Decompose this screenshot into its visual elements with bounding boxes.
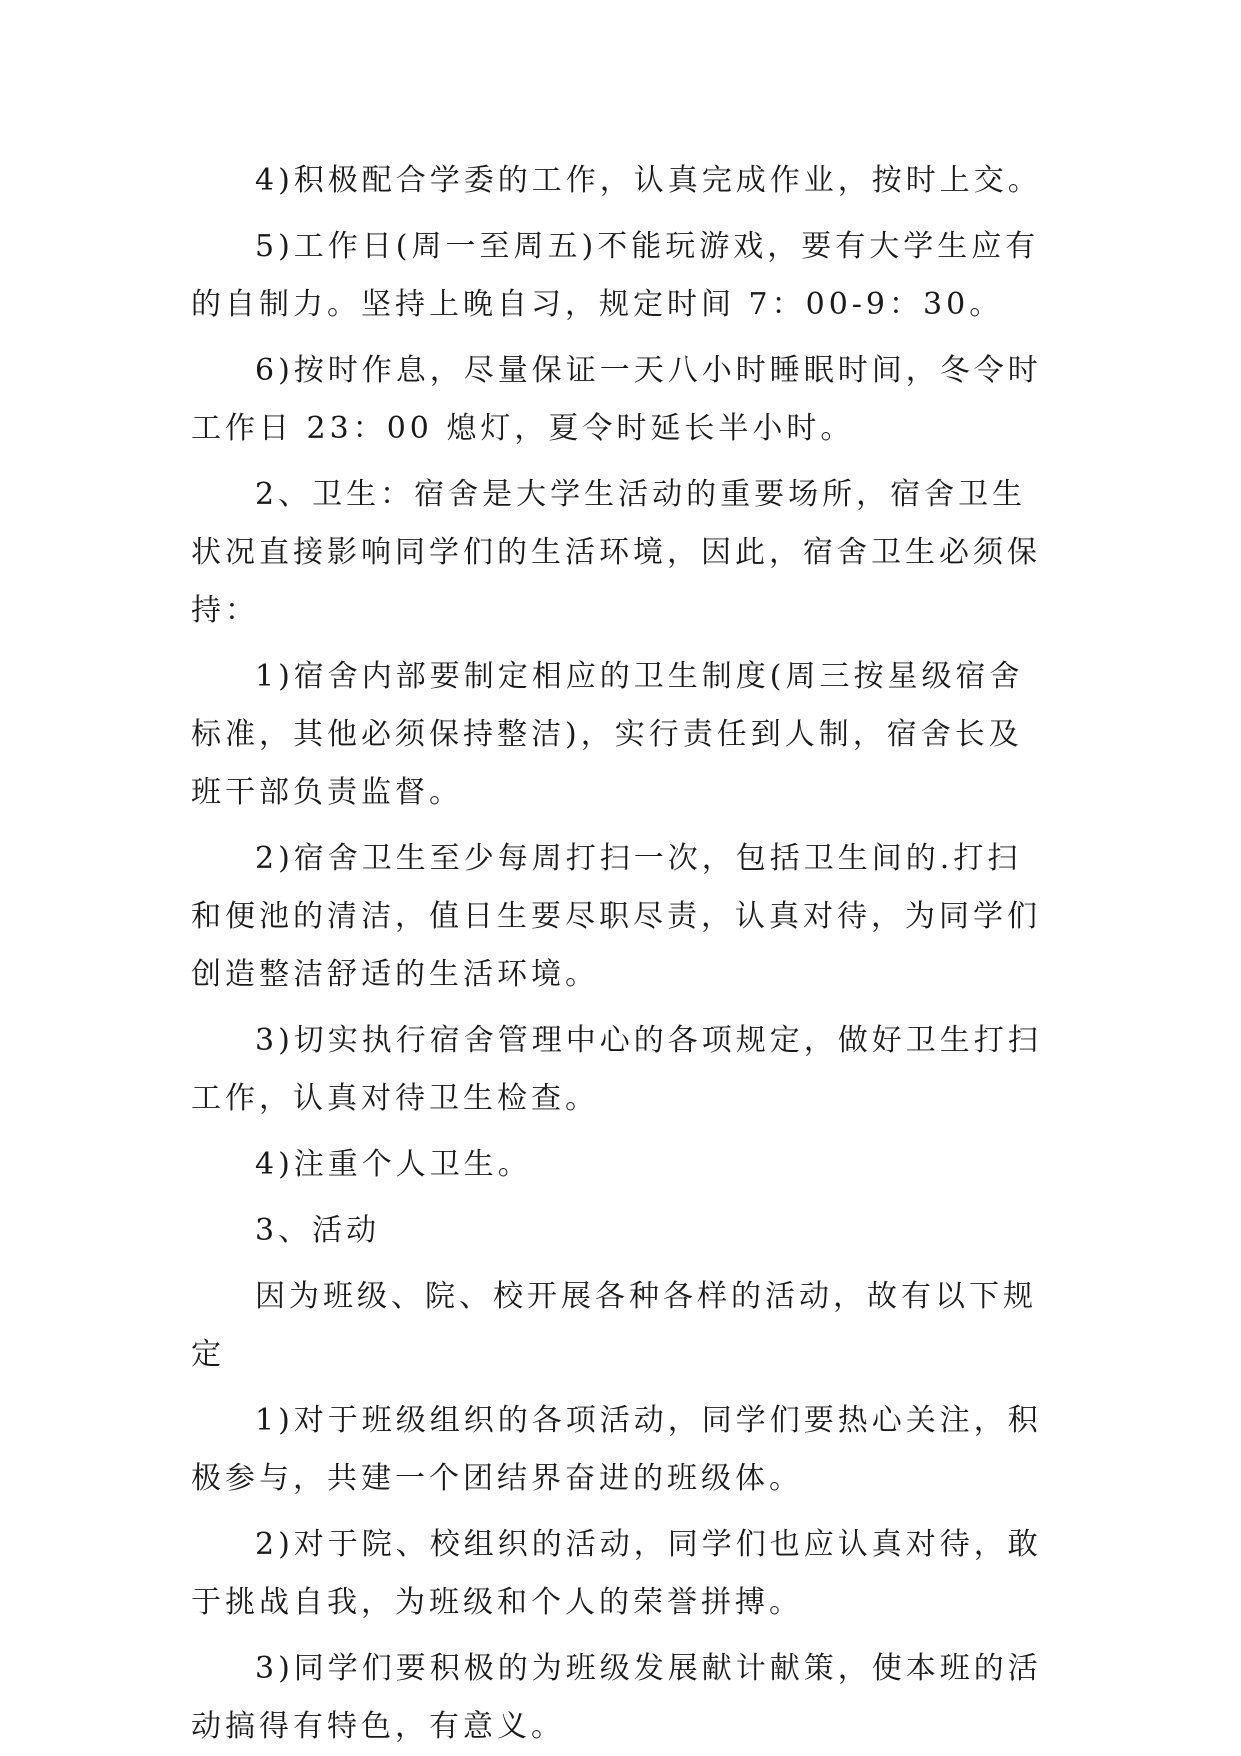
hygiene-item-1: 1)宿舍内部要制定相应的卫生制度(周三按星级宿舍标准，其他必须保持整洁)，实行责任到人制，宿舍长及班干部负责监督。 (191, 659, 1024, 810)
hygiene-item-3: 3)切实执行宿舍管理中心的各项规定，做好卫生打扫工作，认真对待卫生检查。 (191, 1023, 1042, 1116)
activities-intro: 因为班级、院、校开展各种各样的活动，故有以下规定 (191, 1279, 1037, 1372)
activities-item-1: 1)对于班级组织的各项活动，同学们要热心关注，积极参与，共建一个团结界奋进的班级体。 (191, 1403, 1042, 1496)
section-hygiene: 2、卫生：宿舍是大学生活动的重要场所，宿舍卫生状况直接影响同学们的生活环境，因此，宿舍卫生必须保持： (191, 477, 1041, 628)
paragraph-item-4: 4)积极配合学委的工作，认真完成作业，按时上交。 (255, 163, 1042, 198)
paragraph-item-5: 5)工作日(周一至周五)不能玩游戏，要有大学生应有的自制力。坚持上晚自习，规定时间 7：00-9：30。 (191, 229, 1040, 322)
paragraph-item-6: 6)按时作息，尽量保证一天八小时睡眠时间，冬令时工作日 23：00 熄灯，夏令时延长半小时。 (191, 353, 1042, 446)
activities-item-3: 3)同学们要积极的为班级发展献计献策，使本班的活动搞得有特色，有意义。 (191, 1651, 1042, 1744)
hygiene-item-2: 2)宿舍卫生至少每周打扫一次，包括卫生间的.打扫和便池的清洁，值日生要尽职尽责，认真对待，为同学们创造整洁舒适的生活环境。 (191, 841, 1041, 992)
section-activities: 3、活动 (255, 1213, 381, 1248)
document-body (191, 152, 1051, 1756)
hygiene-item-4: 4)注重个人卫生。 (255, 1147, 532, 1182)
activities-item-2: 2)对于院、校组织的活动，同学们也应认真对待，敢于挑战自我，为班级和个人的荣誉拼搏。 (191, 1527, 1042, 1620)
